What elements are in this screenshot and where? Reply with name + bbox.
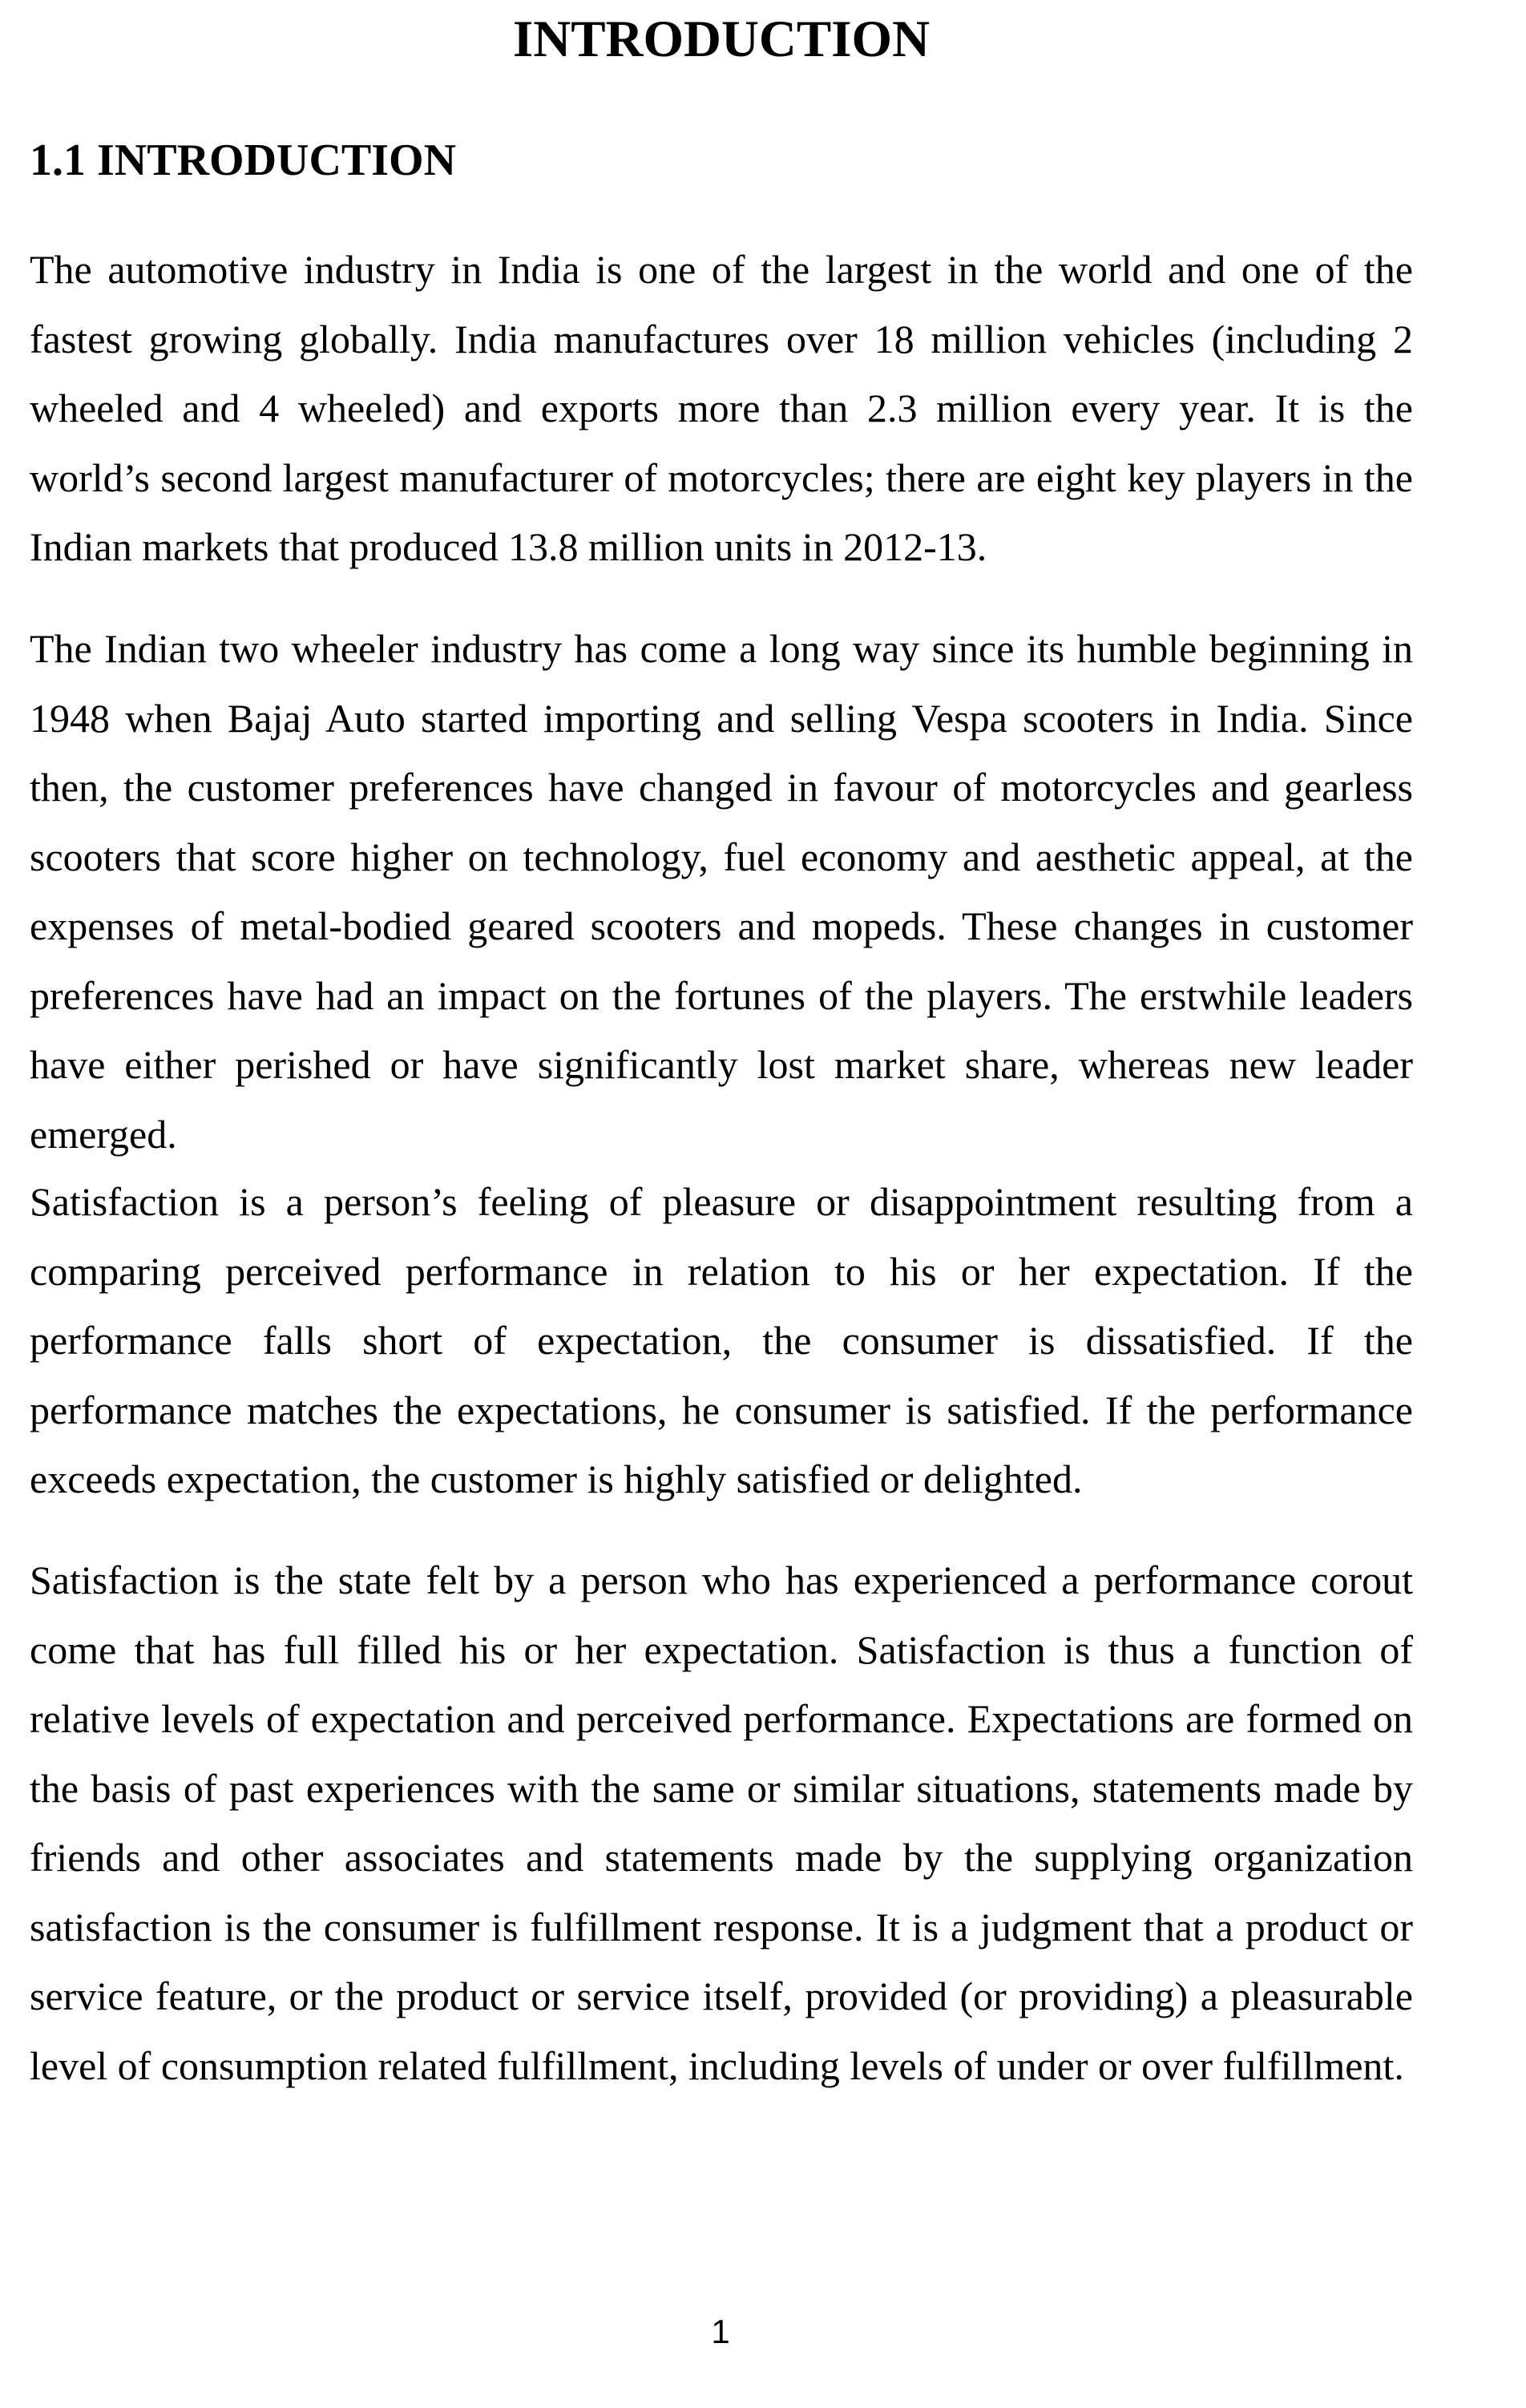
text-line: The automotive industry in India is one of the largest in the world and one of the	[30, 247, 1413, 292]
text-line: friends and other associates and statements made by the supplying organization	[30, 1835, 1413, 1880]
text-line: world’s second largest manufacturer of motorcycles; there are eight key players in the	[30, 455, 1413, 500]
text-line: performance falls short of expectation, the consumer is dissatisfied. If the	[30, 1318, 1413, 1363]
text-line: preferences have had an impact on the fortunes of the players. The erstwhile leaders	[30, 972, 1413, 1018]
text-line: wheeled and 4 wheeled) and exports more than 2.3 million every year. It is the	[30, 386, 1413, 430]
paragraph-automotive-industry	[30, 235, 1413, 582]
text-line: satisfaction is the consumer is fulfillment response. It is a judgment that a product or	[30, 1904, 1413, 1949]
text-line: exceeds expectation, the customer is highly satisfied or delighted.	[30, 1457, 1083, 1501]
text-line: fastest growing globally. India manufactures over 18 million vehicles (including 2	[30, 316, 1413, 362]
text-line: come that has full filled his or her expectation. Satisfaction is thus a function of	[30, 1626, 1413, 1672]
text-line: relative levels of expectation and perceived performance. Expectations are formed on	[30, 1696, 1413, 1741]
paragraph-satisfaction-state	[30, 1545, 1413, 2100]
chapter-title: INTRODUCTION	[512, 10, 931, 68]
text-line: The Indian two wheeler industry has come a long way since its humble beginning in	[30, 626, 1413, 671]
text-line: Satisfaction is the state felt by a person who has experienced a performance corout	[30, 1558, 1413, 1602]
text-line: 1948 when Bajaj Auto started importing and selling Vespa scooters in India. Since	[30, 695, 1413, 741]
paragraph-two-wheeler-industry	[30, 614, 1413, 1169]
text-line: then, the customer preferences have changed in favour of motorcycles and gearless	[30, 765, 1413, 810]
text-line: performance matches the expectations, he consumer is satisfied. If the performance	[30, 1387, 1413, 1432]
text-line: level of consumption related fulfillment, including levels of under or over fulfillment.	[30, 2042, 1404, 2088]
text-line: the basis of past experiences with the same or similar situations, statements made by	[30, 1765, 1413, 1811]
text-line: comparing perceived performance in relation to his or her expectation. If the	[30, 1248, 1413, 1294]
paragraph-satisfaction-definition	[30, 1167, 1413, 1514]
text-line: have either perished or have significantly lost market share, whereas new leader	[30, 1042, 1413, 1087]
text-line: service feature, or the product or service itself, provided (or providing) a pleasurable	[30, 1974, 1413, 2018]
section-heading: 1.1 INTRODUCTION	[30, 135, 457, 185]
text-line: scooters that score higher on technology, fuel economy and aesthetic appeal, at the	[30, 834, 1413, 879]
text-line: expenses of metal-bodied geared scooters and mopeds. These changes in customer	[30, 903, 1413, 948]
text-line: Satisfaction is a person’s feeling of pleasure or disappointment resulting from a	[30, 1179, 1413, 1224]
text-line: Indian markets that produced 13.8 million units in 2012-13.	[30, 524, 987, 569]
page-number: 1	[711, 2313, 730, 2350]
text-line: emerged.	[30, 1111, 177, 1157]
